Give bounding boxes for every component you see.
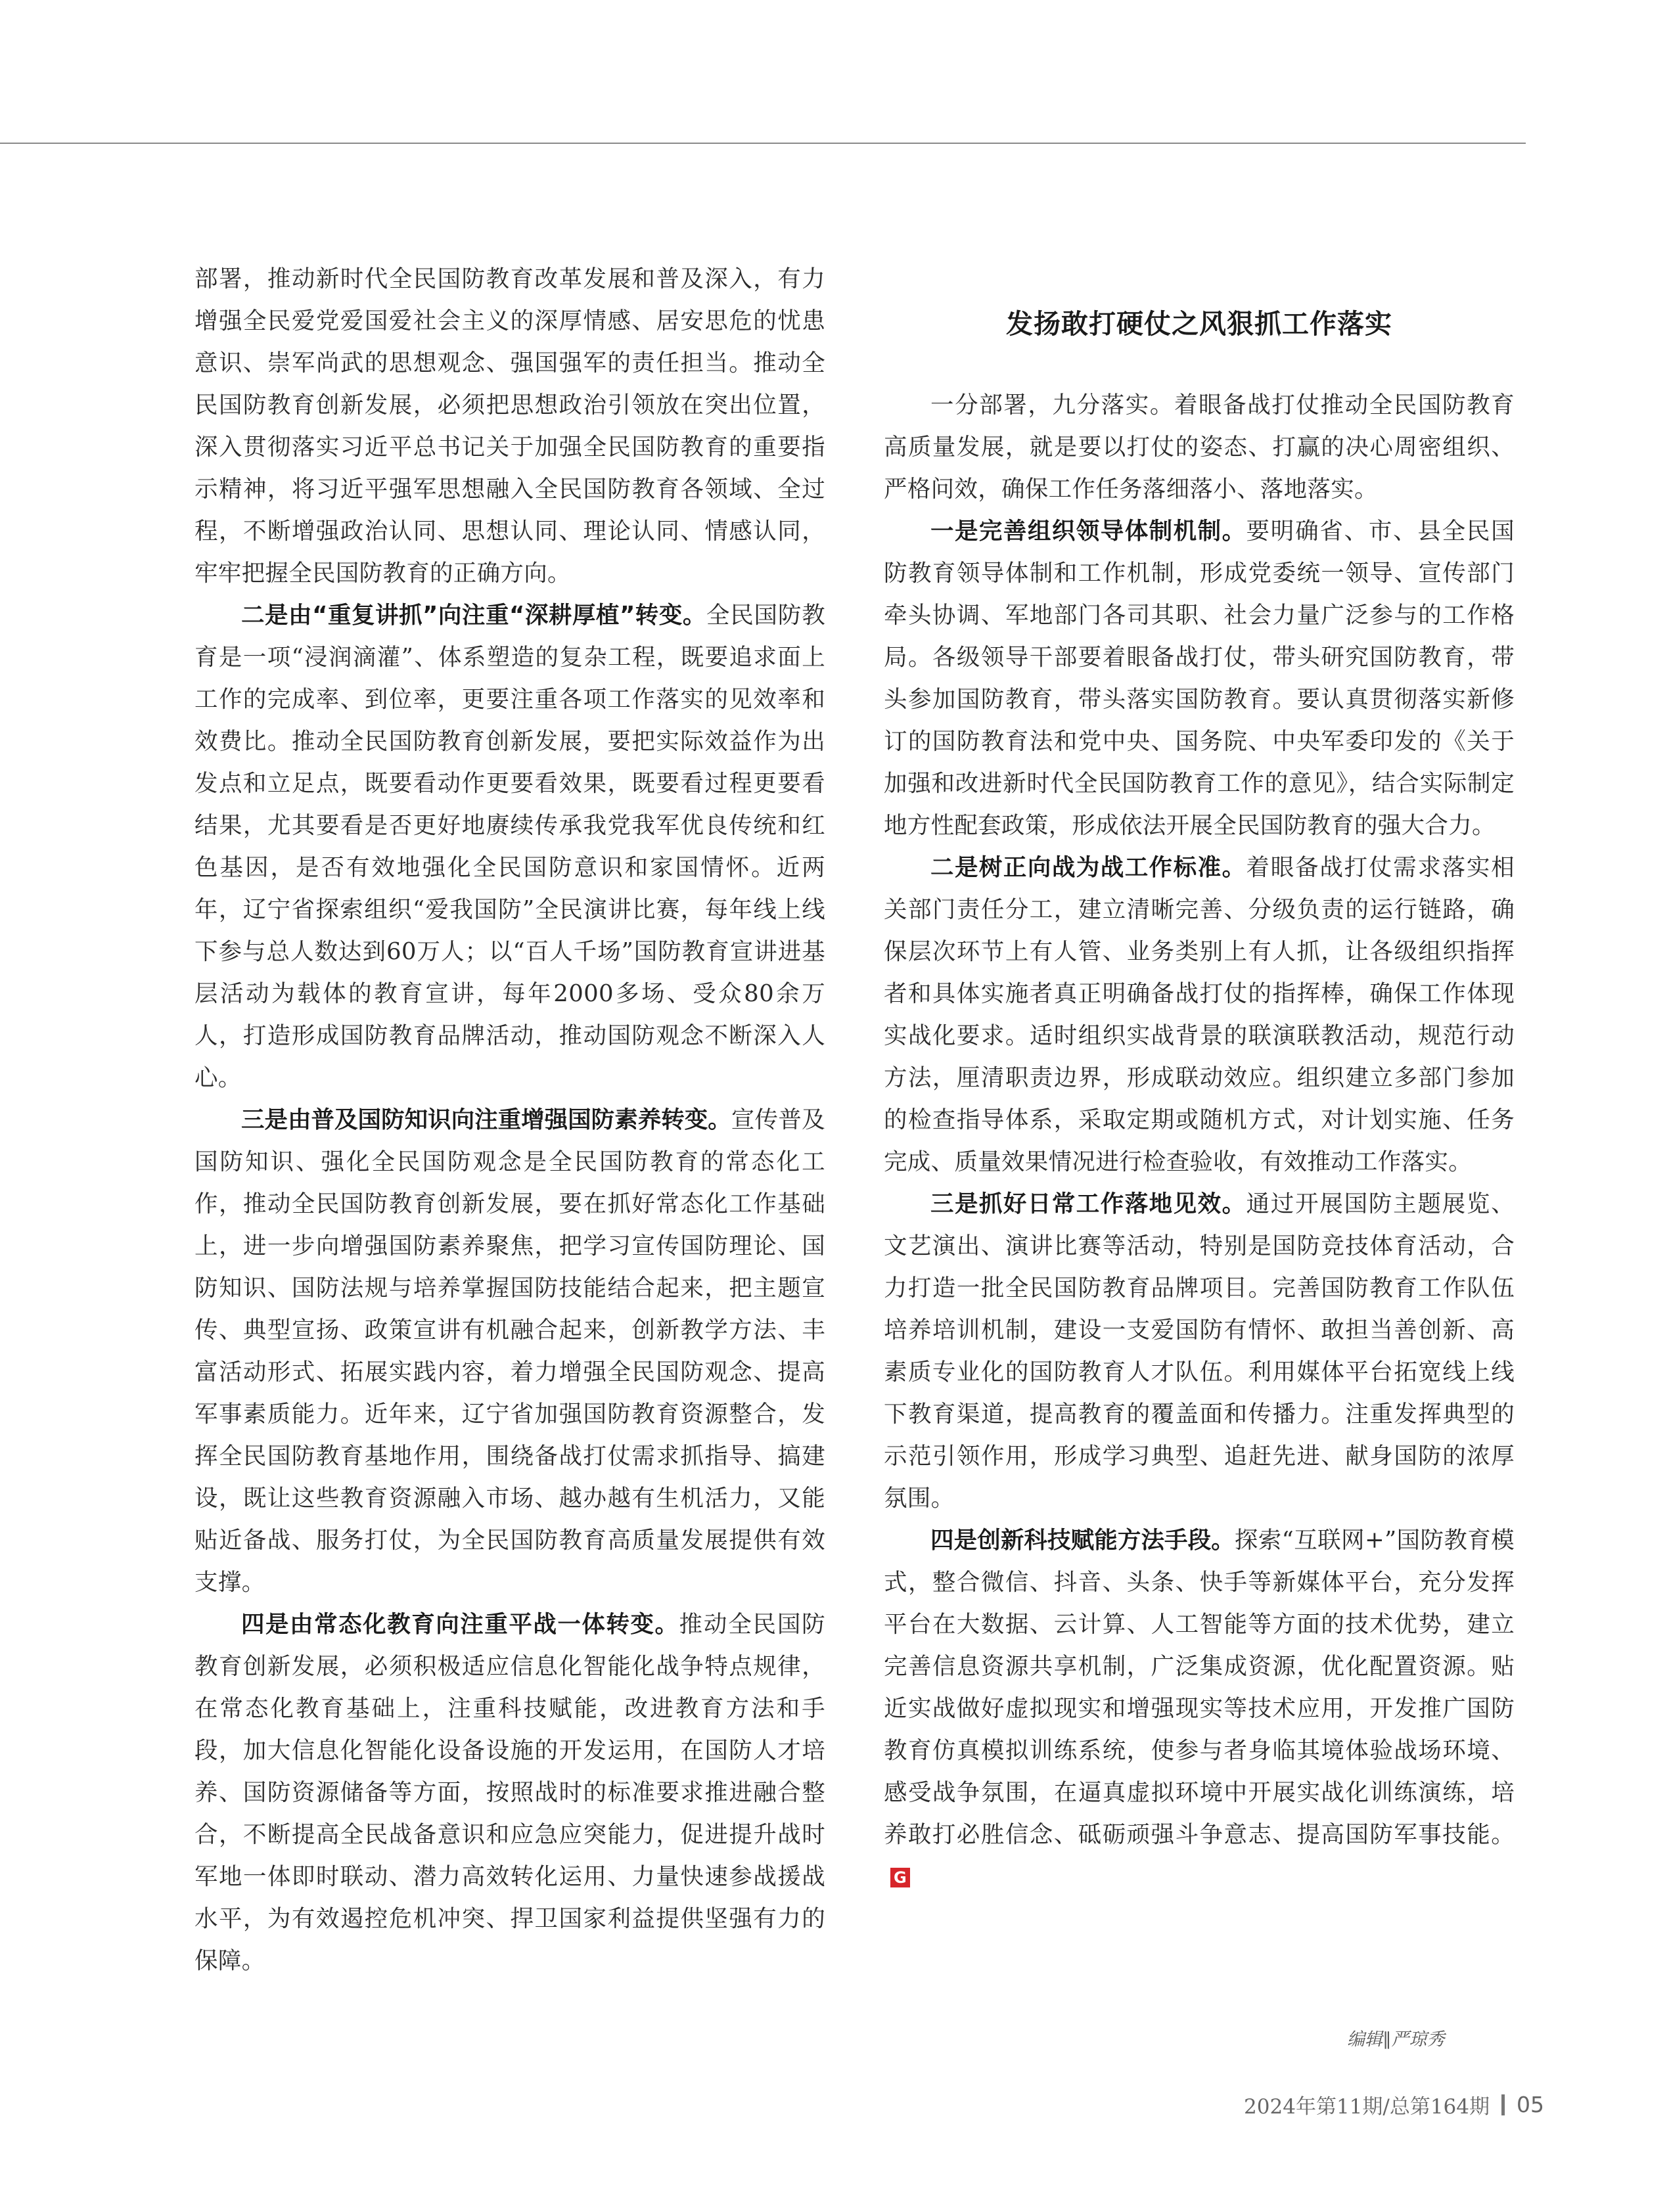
left-paragraph-4-body: 推动全民国防教育创新发展，必须积极适应信息化智能化战争特点规律，在常态化教育基础上，注重科技赋能，改进教育方法和手段，加大信息化智能化设备设施的开发运用，在国防人才培养、国防资源储备等方面，按照战时的标准要求推进融合整合，不断提高全民战备意识和应急应突能力，促进提升战时军地一体即时联动、潜力高效转化运用、力量快速参战援战水平，为有效遏控危机冲突、捍卫国家利益提供坚强有力的保障。 (194, 1611, 825, 1974)
right-paragraph-3-body: 通过开展国防主题展览、文艺演出、演讲比赛等活动，特别是国防竞技体育活动，合力打造一批全民国防教育品牌项目。完善国防教育工作队伍培养培训机制，建设一支爱国防有情怀、敢担当善创新、高素质专业化的国防教育人才队伍。利用媒体平台拓宽线上线下教育渠道，提高教育的覆盖面和传播力。注重发挥典型的示范引领作用，形成学习典型、追赶先进、献身国防的浓厚氛围。 (884, 1190, 1515, 1512)
page-number: 05 (1517, 2092, 1544, 2117)
left-paragraph-2-body: 全民国防教育是一项“浸润滴灌”、体系塑造的复杂工程，既要追求面上工作的完成率、到位率，更要注重各项工作落实的见效率和效费比。推动全民国防教育创新发展，要把实际效益作为出发点和立足点，既要看动作更要看效果，既要看过程更要看结果，尤其要看是否更好地赓续传承我党我军优良传统和红色基因，是否有效地强化全民国防意识和家国情怀。近两年，辽宁省探索组织“爱我国防”全民演讲比赛，每年线上线下参与总人数达到60万人；以“百人千场”国防教育宣讲进基层活动为载体的教育宣讲，每年2000多场、受众80余万人，打造形成国防教育品牌活动，推动国防观念不断深入人心。 (194, 602, 825, 1091)
left-paragraph-3 (194, 1099, 825, 1604)
section-heading: 发扬敢打硬仗之风狠抓工作落实 (1006, 308, 1392, 340)
left-paragraph-4 (194, 1604, 825, 1982)
left-paragraph-2-lead: 二是由“重复讲抓”向注重“深耕厚植”转变。 (241, 602, 706, 629)
issue-info: 2024年第11期/总第164期 (1244, 2095, 1490, 2119)
editor-credit: 编辑∥严琼秀 (1347, 2029, 1445, 2050)
page-footer (1244, 2090, 1544, 2119)
right-paragraph-3 (884, 1183, 1515, 1520)
left-paragraph-3-body: 宣传普及国防知识、强化全民国防观念是全民国防教育的常态化工作，推动全民国防教育创新发展，要在抓好常态化工作基础上，进一步向增强国防素养聚焦，把学习宣传国防理论、国防知识、国防法规与培养掌握国防技能结合起来，把主题宣传、典型宣扬、政策宣讲有机融合起来，创新教学方法、丰富活动形式、拓展实践内容，着力增强全民国防观念、提高军事素质能力。近年来，辽宁省加强国防教育资源整合，发挥全民国防教育基地作用，围绕备战打仗需求抓指导、搞建设，既让这些教育资源融入市场、越办越有生机活力，又能贴近备战、服务打仗，为全民国防教育高质量发展提供有效支撑。 (194, 1106, 825, 1596)
right-paragraph-1-lead: 一是完善组织领导体制机制。 (930, 518, 1246, 545)
right-paragraph-1 (884, 510, 1515, 847)
left-paragraph-4-lead: 四是由常态化教育向注重平战一体转变。 (241, 1611, 679, 1638)
right-paragraph-2 (884, 847, 1515, 1183)
left-paragraph-1: 部署，推动新时代全民国防教育改革发展和普及深入，有力增强全民爱党爱国爱社会主义的深厚情感、居安思危的忧患意识、崇军尚武的思想观念、强国强军的责任担当。推动全民国防教育创新发展，必须把思想政治引领放在突出位置，深入贯彻落实习近平总书记关于加强全民国防教育的重要指示精神，将习近平强军思想融入全民国防教育各领域、全过程，不断增强政治认同、思想认同、理论认同、情感认同，牢牢把握全民国防教育的正确方向。 (194, 265, 825, 587)
right-column (884, 258, 1515, 1898)
footer-divider (1501, 2094, 1505, 2115)
right-paragraph-4-body: 探索“互联网+”国防教育模式，整合微信、抖音、头条、快手等新媒体平台，充分发挥平台在大数据、云计算、人工智能等方面的技术优势，建立完善信息资源共享机制，广泛集成资源，优化配置资源。贴近实战做好虚拟现实和增强现实等技术应用，开发推广国防教育仿真模拟训练系统，使参与者身临其境体验战场环境、感受战争氛围，在逼真虚拟环境中开展实战化训练演练，培养敢打必胜信念、砥砺顽强斗争意志、提高国防军事技能。 (884, 1527, 1515, 1848)
right-paragraph-3-lead: 三是抓好日常工作落地见效。 (930, 1190, 1246, 1217)
left-column (194, 258, 825, 1982)
end-mark-icon: G (890, 1868, 910, 1887)
left-paragraph-3-lead: 三是由普及国防知识向注重增强国防素养转变。 (241, 1106, 731, 1133)
right-paragraph-2-lead: 二是树正向战为战工作标准。 (930, 854, 1246, 881)
right-paragraph-1-body: 要明确省、市、县全民国防教育领导体制和工作机制，形成党委统一领导、宣传部门牵头协调、军地部门各司其职、社会力量广泛参与的工作格局。各级领导干部要着眼备战打仗，带头研究国防教育，带头参加国防教育，带头落实国防教育。要认真贯彻落实新修订的国防教育法和党中央、国务院、中央军委印发的《关于加强和改进新时代全民国防教育工作的意见》，结合实际制定地方性配套政策，形成依法开展全民国防教育的强大合力。 (884, 518, 1515, 839)
right-paragraph-4 (884, 1520, 1515, 1898)
header-rule (0, 143, 1526, 144)
right-intro-paragraph: 一分部署，九分落实。着眼备战打仗推动全民国防教育高质量发展，就是要以打仗的姿态、打赢的决心周密组织、严格问效，确保工作任务落细落小、落地落实。 (884, 392, 1515, 503)
right-paragraph-4-lead: 四是创新科技赋能方法手段。 (930, 1527, 1235, 1554)
left-paragraph-2 (194, 595, 825, 1099)
right-paragraph-2-body: 着眼备战打仗需求落实相关部门责任分工，建立清晰完善、分级负责的运行链路，确保层次环节上有人管、业务类别上有人抓，让各级组织指挥者和具体实施者真正明确备战打仗的指挥棒，确保工作体现实战化要求。适时组织实战背景的联演联教活动，规范行动方法，厘清职责边界，形成联动效应。组织建立多部门参加的检查指导体系，采取定期或随机方式，对计划实施、任务完成、质量效果情况进行检查验收，有效推动工作落实。 (884, 854, 1515, 1175)
